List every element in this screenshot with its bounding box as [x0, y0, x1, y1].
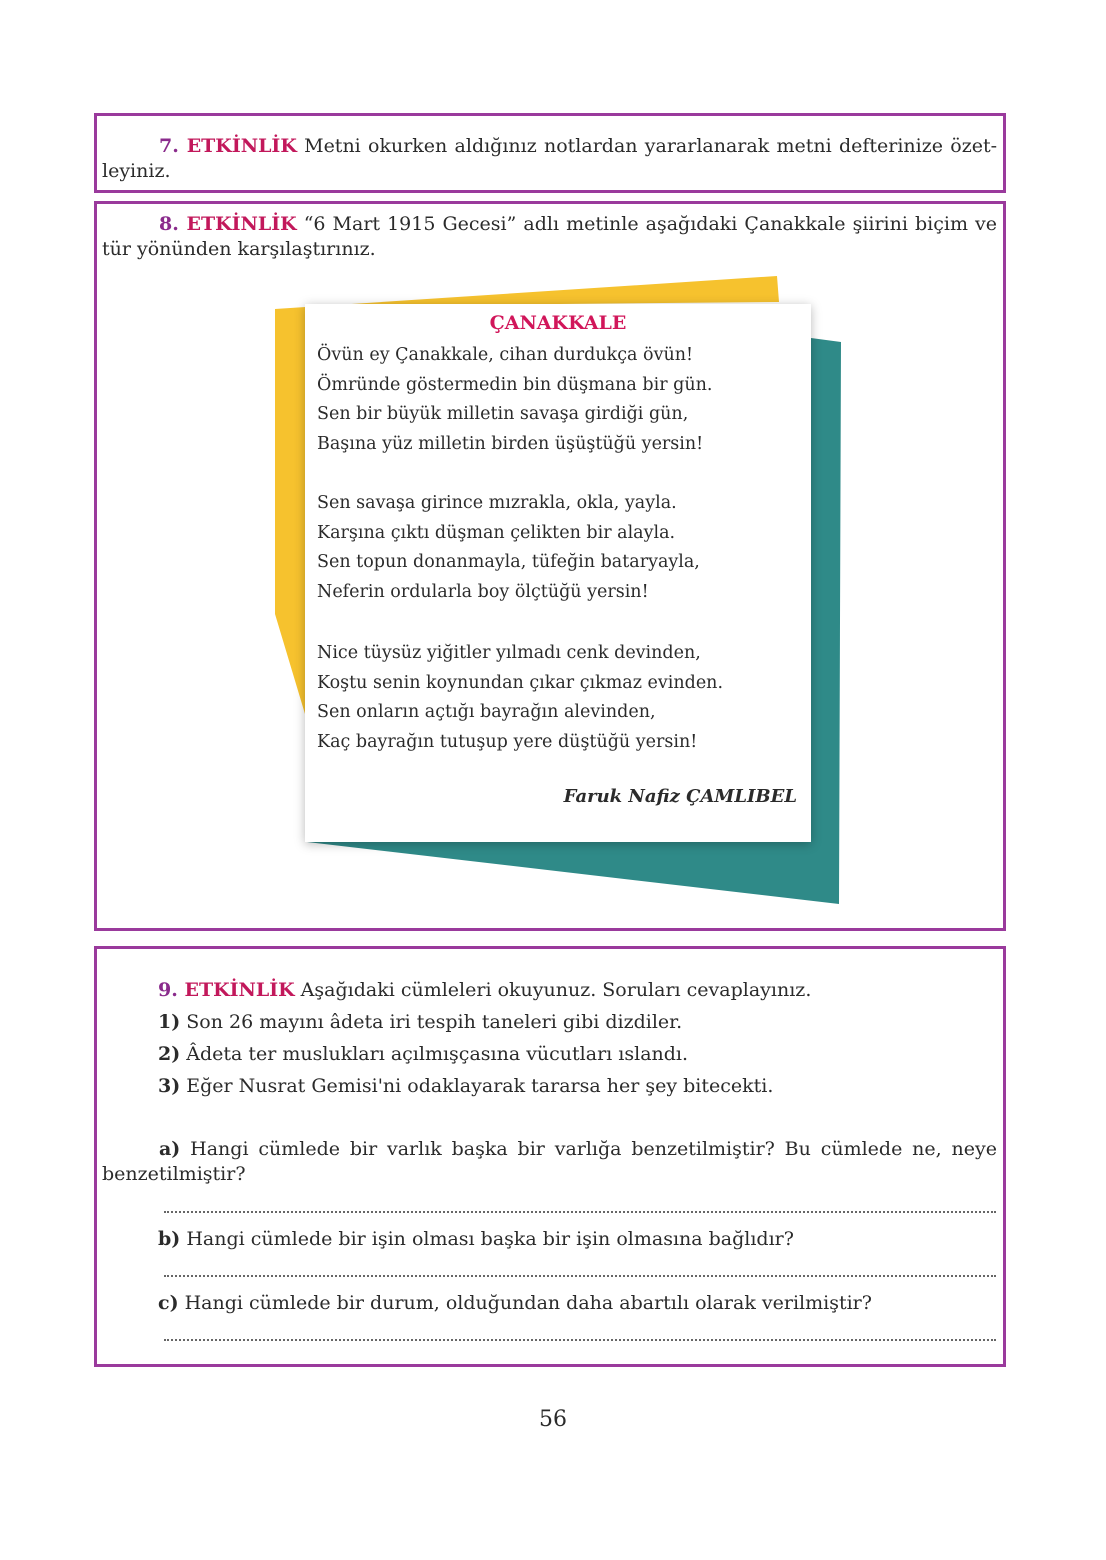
poem-line: Sen topun donanmayla, tüfeğin bataryayla, [317, 552, 700, 572]
activity-7-box [94, 113, 1006, 193]
poem-line: Sen savaşa girince mızrakla, okla, yayla. [317, 493, 677, 513]
activity-9-intro [158, 978, 811, 1003]
sentence-item: 1) Son 26 mayını âdeta iri tespih taneleri gibi dizdiler. [158, 1011, 683, 1033]
poem-line: Sen bir büyük milletin savaşa girdiği gün, [317, 404, 689, 424]
poem-line: Koştu senin koynundan çıkar çıkmaz evinden. [317, 672, 724, 693]
activity-8-text: “6 Mart 1915 Gecesi” adlı metinle aşağıdaki Çanakkale şiirini biçim ve tür yönünden karşılaştırınız. [102, 213, 997, 260]
activity-7-label: 7. ETKİNLİK [159, 135, 297, 157]
poem-line: Kaç bayrağın tutuşup yere düştüğü yersin! [317, 731, 698, 752]
poem-title: ÇANAKKALE [489, 312, 627, 334]
poem-line: Başına yüz milletin birden üşüştüğü yersin! [317, 433, 704, 454]
question-c: c) Hangi cümlede bir durum, olduğundan daha abartılı olarak verilmiştir? [158, 1292, 872, 1314]
question-a: a) Hangi cümlede bir varlık başka bir varlığa benzetilmiştir? Bu cümlede ne, neye benzetilmiştir? [102, 1138, 997, 1185]
poem-stanza-2 [317, 489, 700, 607]
poem-card [305, 304, 811, 842]
activity-9-box [94, 946, 1006, 1367]
activity-8-box [94, 201, 1006, 931]
poem-stanza-3 [317, 639, 723, 757]
activity-7-paragraph [102, 134, 997, 184]
question-b: b) Hangi cümlede bir işin olması başka bir işin olmasına bağlıdır? [158, 1228, 794, 1250]
sentence-item: 3) Eğer Nusrat Gemisi'ni odaklayarak tararsa her şey bitecekti. [158, 1075, 774, 1097]
poem-line: Övün ey Çanakkale, cihan durdukça övün! [317, 345, 694, 365]
poem-line: Karşına çıktı düşman çelikten bir alayla. [317, 522, 676, 543]
answer-line-a[interactable] [164, 1211, 996, 1213]
answer-line-b[interactable] [164, 1275, 996, 1277]
poem-author: Faruk Nafiz ÇAMLIBEL [563, 786, 797, 807]
poem-stanza-1 [317, 341, 712, 459]
page-number: 56 [539, 1407, 567, 1432]
poem-line: Ömründe göstermedin bin düşmana bir gün. [317, 374, 713, 395]
activity-7-text: Metni okurken aldığınız notlardan yararlanarak metni defterinize özet-leyiniz. [102, 135, 997, 182]
activity-9-text: Aşağıdaki cümleleri okuyunuz. Soruları cevaplayınız. [300, 979, 812, 1001]
poem-line: Neferin ordularla boy ölçtüğü yersin! [317, 581, 649, 602]
answer-line-c[interactable] [164, 1339, 996, 1341]
activity-8-label: 8. ETKİNLİK [159, 213, 297, 235]
sentence-item: 2) Âdeta ter muslukları açılmışçasına vücutları ıslandı. [158, 1043, 689, 1065]
activity-9-label: 9. ETKİNLİK [158, 979, 295, 1001]
poem-illustration [97, 204, 1009, 934]
poem-line: Sen onların açtığı bayrağın alevinden, [317, 702, 656, 722]
poem-line: Nice tüysüz yiğitler yılmadı cenk devinden, [317, 643, 701, 663]
